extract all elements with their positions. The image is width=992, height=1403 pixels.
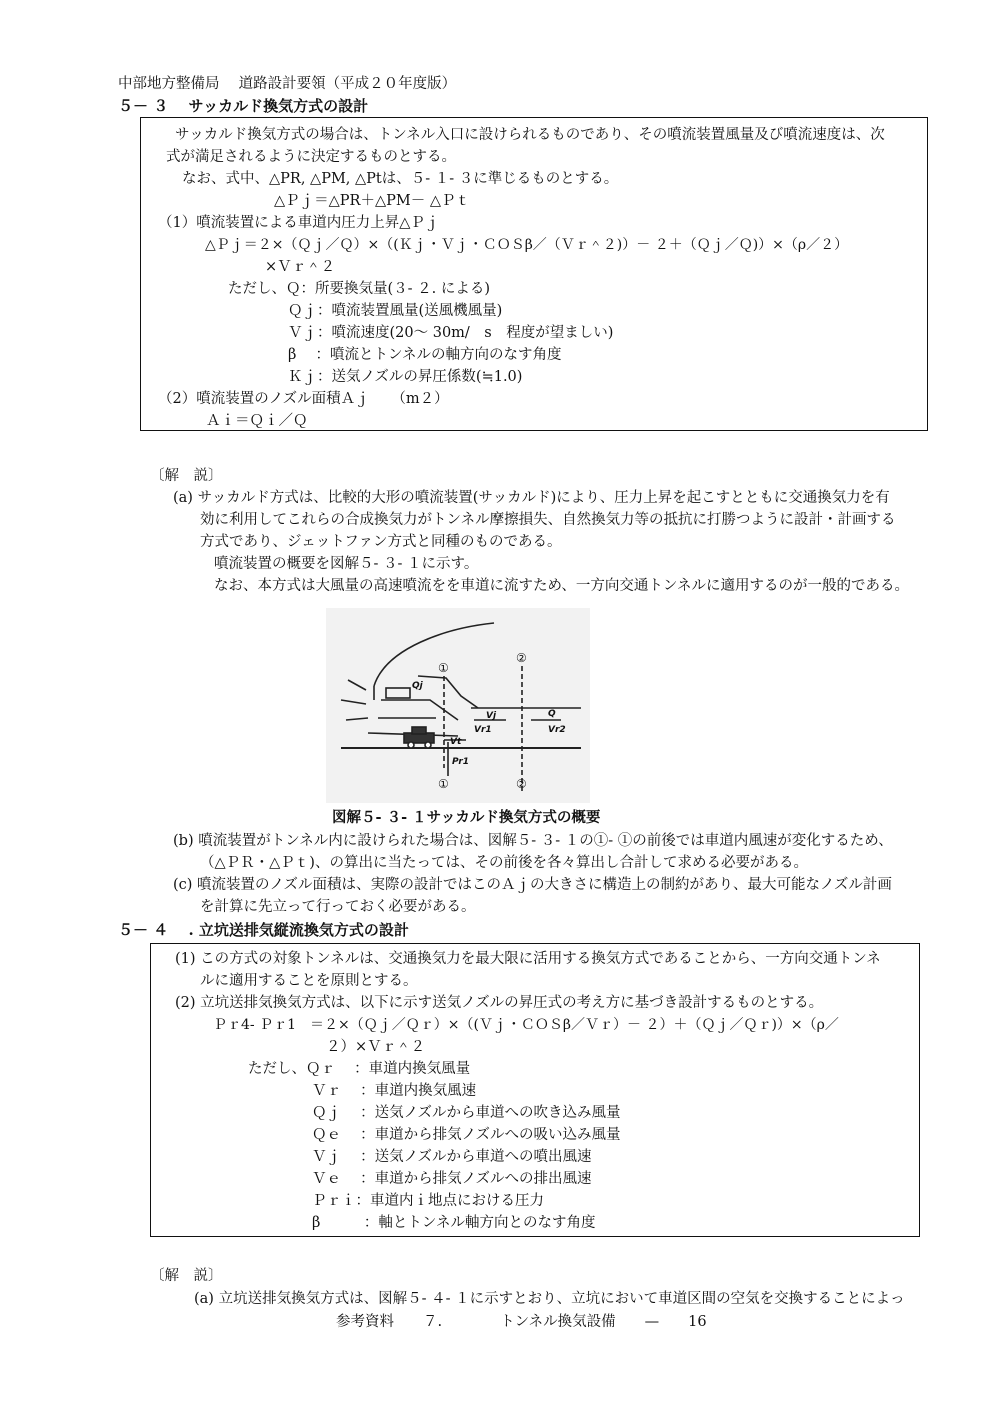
- saccardo-diagram: [326, 608, 590, 803]
- figure-label: ①: [438, 661, 449, 675]
- figure-label: Vt: [450, 737, 462, 747]
- box54-formula: ２）×Ｖｒ＾２: [326, 1039, 426, 1055]
- box53-formula: △Ｐｊ＝△PR＋△PM－ △Ｐｔ: [274, 193, 470, 209]
- figure-label: Pr1: [452, 757, 470, 767]
- section-5-3-heading: ５－ ３ サッカルド換気方式の設計: [118, 97, 369, 115]
- box54-line: (2) 立坑送排気換気方式は、以下に示す送気ノズルの昇圧式の考え方に基づき設計するものとする。: [175, 995, 824, 1011]
- box53-def: β ：噴流とトンネルの軸方向のなす角度: [288, 347, 562, 363]
- box54-def: ただし、Ｑｒ ：車道内換気風量: [248, 1061, 471, 1077]
- box53-def: Ｑｊ：噴流装置風量(送風機風量): [288, 303, 503, 319]
- kaisetsu-label: 〔解 説〕: [150, 1268, 223, 1284]
- figure-label: Vr1: [474, 725, 492, 735]
- figure-label: Vr2: [548, 725, 566, 735]
- box53-line: （1）噴流装置による車道内圧力上昇△Ｐｊ: [158, 215, 440, 231]
- kaisetsu-line: （△ＰＲ・△Ｐｔ)、の算出に当たっては、その前後を各々算出し合計して求める必要がある。: [200, 855, 808, 871]
- kaisetsu-line: 方式であり、ジェットファン方式と同種のものである。: [200, 534, 562, 550]
- kaisetsu-line: (a) サッカルド方式は、比較的大形の噴流装置(サッカルド)により、圧力上昇を起こすとともに交通換気力を有: [173, 490, 890, 506]
- box54-def: Ｑｅ ：車道から排気ノズルへの吸い込み風量: [312, 1127, 621, 1143]
- box54-line: (1) この方式の対象トンネルは、交通換気力を最大限に活用する換気方式であることから、一方向交通トンネ: [175, 951, 881, 967]
- box53-formula: △Ｐｊ＝２×（Ｑｊ／Ｑ）×（(Ｋｊ・Ｖｊ・ＣＯＳβ／（Ｖｒ＾２)）－ ２＋（Ｑｊ／Ｑ)）×（ρ／２）: [205, 237, 849, 253]
- page-footer: 参考資料 ７. トンネル換気設備 — 16: [336, 1314, 707, 1330]
- box54-def: Ｖｊ ：送気ノズルから車道への噴出風速: [312, 1149, 592, 1165]
- box54-def: Ｑｊ ：送気ノズルから車道への吹き込み風量: [312, 1105, 621, 1121]
- page-header: 中部地方整備局 道路設計要領（平成２０年度版）: [118, 76, 457, 92]
- kaisetsu-line: 噴流装置の概要を図解５- ３- １に示す。: [214, 556, 479, 572]
- box54-def: β ：軸とトンネル軸方向とのなす角度: [312, 1215, 596, 1231]
- figure-label: ①: [438, 777, 449, 791]
- figure-label: ②: [516, 651, 527, 665]
- kaisetsu-line: なお、本方式は大風量の高速噴流をを車道に流すため、一方向交通トンネルに適用するのが一般的である。: [214, 578, 909, 594]
- box53-formula: ×Ｖｒ＾２: [265, 259, 336, 275]
- kaisetsu-line: (b) 噴流装置がトンネル内に設けられた場合は、図解５- ３- １の①- ①の前後では車道内風速が変化するため、: [173, 833, 893, 849]
- kaisetsu-line: (a) 立坑送排気換気方式は、図解５- ４- １に示すとおり、立坑において車道区間の空気を交換することによっ: [194, 1291, 905, 1307]
- section-5-4-heading: ５－ ４ . 立坑送排気縦流換気方式の設計: [118, 921, 409, 939]
- box54-line: ルに適用することを原則とする。: [200, 973, 418, 989]
- box53-def: Ｖｊ：噴流速度(20～ 30m/ s 程度が望ましい): [288, 325, 614, 341]
- box53-line: サッカルド換気方式の場合は、トンネル入口に設けられるものであり、その噴流装置風量及び噴流速度は、次: [175, 127, 885, 143]
- figure-label: ②: [516, 777, 527, 791]
- box53-line: （2）噴流装置のノズル面積Ａｊ （m２）: [158, 391, 449, 407]
- box53-line: 式が満足されるように決定するものとする。: [166, 149, 456, 165]
- box53-def: ただし、Ｑ：所要換気量(３- ２. による): [228, 281, 491, 297]
- box54-def: Ｖｅ ：車道から排気ノズルへの排出風速: [312, 1171, 592, 1187]
- figure-label: Vj: [486, 711, 497, 721]
- kaisetsu-label: 〔解 説〕: [150, 468, 223, 484]
- box54-def: Ｖｒ ：車道内換気風速: [312, 1083, 477, 1099]
- kaisetsu-line: 効に利用してこれらの合成換気力がトンネル摩擦損失、自然換気力等の抵抗に打勝つように設計・計画する: [200, 512, 896, 528]
- kaisetsu-line: (c) 噴流装置のノズル面積は、実際の設計ではこのＡｊの大きさに構造上の制約があり、最大可能なノズル計画: [173, 877, 892, 893]
- box53-line: なお、式中、△PR, △PM, △Ptは、５- １- ３に準じるものとする。: [182, 171, 619, 187]
- saccardo-figure: [326, 608, 590, 803]
- box53-def: Ｋｊ：送気ノズルの昇圧係数(≒1.0): [288, 369, 523, 385]
- box53-formula: Ａｉ＝Ｑｉ／Ｑ: [206, 413, 308, 429]
- figure-label: Qj: [412, 681, 423, 691]
- box54-formula: Ｐｒ4- Ｐｒ1 ＝２×（Ｑｊ／Ｑｒ）×（(Ｖｊ・ＣＯＳβ／Ｖｒ）－ ２）＋（Ｑｊ／Ｑｒ)）×（ρ／: [213, 1017, 839, 1033]
- kaisetsu-line: を計算に先立って行っておく必要がある。: [200, 899, 476, 915]
- box54-def: Ｐｒｉ：車道内ｉ地点における圧力: [312, 1193, 544, 1209]
- figure-label: Q: [548, 709, 556, 719]
- figure-caption: 図解５- ３- １サッカルド換気方式の概要: [332, 809, 601, 826]
